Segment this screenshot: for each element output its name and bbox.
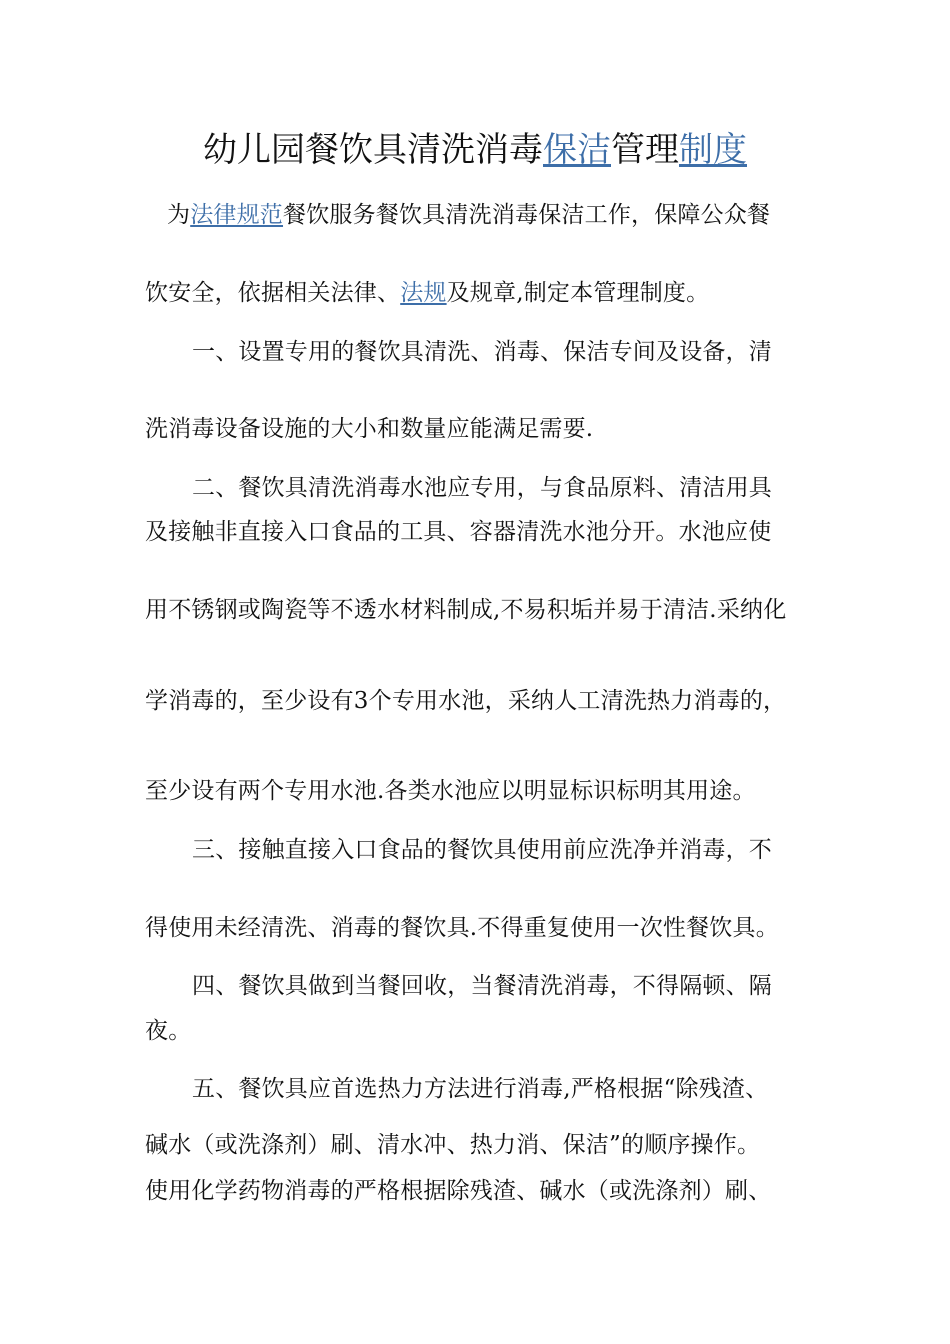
paragraph-line: 洗消毒设备设施的大小和数量应能满足需要. bbox=[145, 416, 594, 442]
title-link-zhidu[interactable]: 制度 bbox=[679, 130, 747, 170]
paragraph-line: 三、接触直接入口食品的餐饮具使用前应洗净并消毒，不 bbox=[192, 837, 772, 863]
intro2-text-pre: 饮安全，依据相关法律、 bbox=[145, 280, 401, 306]
intro-text-pre: 为 bbox=[167, 202, 191, 228]
title-text-2: 管理 bbox=[611, 130, 679, 170]
paragraph-line: 二、餐饮具清洗消毒水池应专用，与食品原料、清洁用具 bbox=[192, 475, 772, 501]
page-title bbox=[0, 125, 950, 175]
paragraph-line: 学消毒的，至少设有3个专用水池，采纳人工清洗热力消毒的， bbox=[145, 688, 787, 714]
paragraph-line: 五、餐饮具应首选热力方法进行消毒,严格根据“除残渣、 bbox=[192, 1076, 769, 1102]
paragraph-line: 碱水（或洗涤剂）刷、清水冲、热力消、保洁”的顺序操作。 bbox=[145, 1132, 761, 1158]
link-fagui[interactable]: 法规 bbox=[400, 280, 447, 306]
paragraph-line: 使用化学药物消毒的严格根据除残渣、碱水（或洗涤剂）刷、 bbox=[145, 1178, 772, 1204]
intro2-text-post: 及规章,制定本管理制度。 bbox=[446, 280, 710, 306]
intro-line-1 bbox=[167, 199, 770, 231]
title-text-1: 幼儿园餐饮具清洗消毒 bbox=[203, 130, 543, 170]
intro-text-post: 餐饮服务餐饮具清洗消毒保洁工作，保障公众餐 bbox=[283, 202, 771, 228]
paragraph-line: 四、餐饮具做到当餐回收，当餐清洗消毒，不得隔顿、隔 bbox=[192, 973, 772, 999]
paragraph-line: 夜。 bbox=[145, 1018, 192, 1044]
paragraph-line: 用不锈钢或陶瓷等不透水材料制成,不易积垢并易于清洁.采纳化 bbox=[145, 597, 787, 623]
intro-line-2 bbox=[145, 277, 709, 309]
paragraph-line: 及接触非直接入口食品的工具、容器清洗水池分开。水池应使 bbox=[145, 519, 772, 545]
title-link-baojie[interactable]: 保洁 bbox=[543, 130, 611, 170]
paragraph-line: 得使用未经清洗、消毒的餐饮具.不得重复使用一次性餐饮具。 bbox=[145, 915, 779, 941]
link-falv-guifan[interactable]: 法律规范 bbox=[190, 202, 284, 228]
paragraph-line: 一、设置专用的餐饮具清洗、消毒、保洁专间及设备，清 bbox=[192, 339, 772, 365]
paragraph-line: 至少设有两个专用水池.各类水池应以明显标识标明其用途。 bbox=[145, 778, 756, 804]
